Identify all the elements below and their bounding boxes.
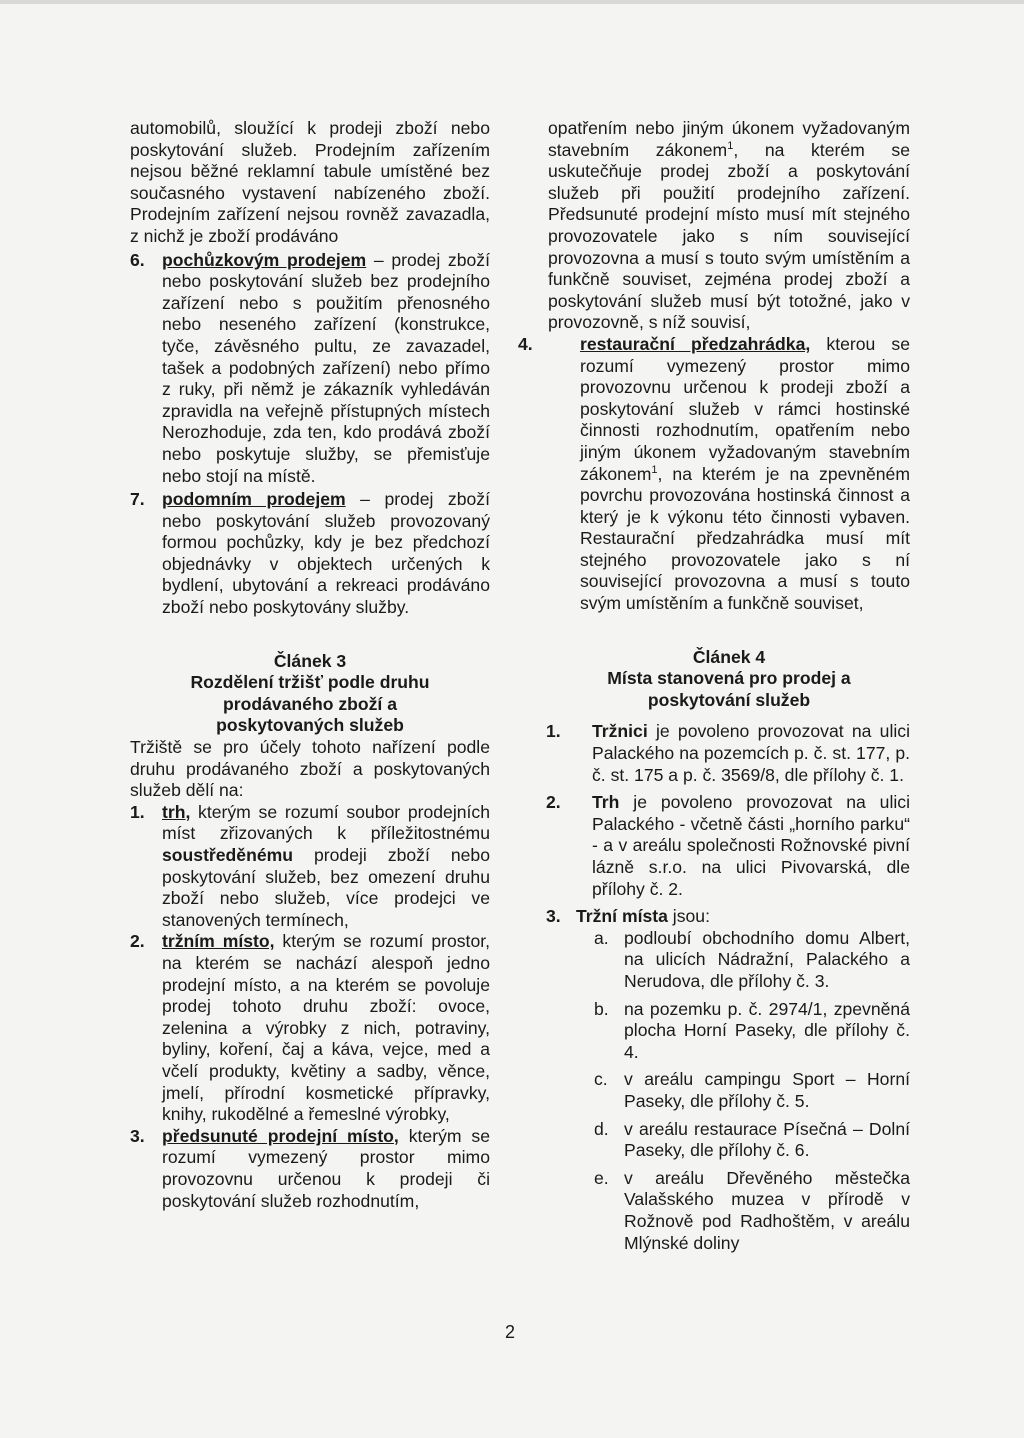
list-item-6 xyxy=(130,250,490,488)
sub-text: v areálu campingu Sport – Horní Paseky, dle přílohy č. 5. xyxy=(624,1069,910,1111)
term-restauracni-predzahradka: restaurační předzahrádka, xyxy=(580,333,811,354)
item-number: 2. xyxy=(130,931,145,952)
text-segment: opatřením nebo jiným úkonem vyžadovaným stavebním zákonem xyxy=(548,118,910,160)
item-number: 2. xyxy=(546,792,561,813)
list-item-trh xyxy=(130,802,490,932)
sub-item-d xyxy=(594,1119,910,1162)
scan-edge xyxy=(0,0,1024,4)
list-item-predsunute-misto xyxy=(130,1126,490,1212)
sub-letter: b. xyxy=(594,998,609,1019)
sub-letter: c. xyxy=(594,1069,608,1090)
item-number: 6. xyxy=(130,249,145,270)
bold-trzni-mista: Tržní místa xyxy=(576,906,668,927)
list-item-trznice xyxy=(546,721,910,786)
bold-trznici: Tržnici xyxy=(592,721,648,742)
item-text: , na kterém je na zpevněném povrchu provozována hostinská činnost a který je k výkonu této činnosti vybaven. Restaurační předzahrádka musí mít stejného provozovatele jako s ní související provozovna a musí s touto svým umístěním a funkčně souviset, xyxy=(580,463,910,614)
item-text: kterým se rozumí prostor, na kterém se nachází alespoň jedno prodejní místo, a na kterém se povoluje prodej tohoto druhu zboží: ovoce, zelenina a výrobky z nich, potraviny, byliny, koření, čaj a káva, vejce, med a včelí produkty, květiny a sadby, věnce, jmelí, přírodní kosmetické přípravky, knihy, rukodělné a řemeslné výrobky, xyxy=(162,931,490,1125)
list-item-trzni-misto xyxy=(130,931,490,1125)
left-column xyxy=(130,118,490,1212)
sub-letter: a. xyxy=(594,927,609,948)
continued-paragraph xyxy=(548,118,910,334)
right-column xyxy=(518,118,910,1254)
item-text: – prodej zboží nebo poskytování služeb provozovaný formou pochůzky, kdy je bez předchozí objednávky v objektech určených k bydlení, ubytování a rekreaci prodáváno zboží nebo poskytovány služby. xyxy=(162,489,490,618)
sub-item-e xyxy=(594,1168,910,1254)
list-item-trzni-mista xyxy=(546,906,910,928)
page-number: 2 xyxy=(505,1322,516,1342)
text-segment: , na kterém se uskutečňuje prodej zboží a poskytování služeb při použití prodejního zařízení. Předsunuté prodejní místo musí mít stejného provozovatele jako s ním související provozovna a musí s touto svým umístěním a funkčně souviset, zejména prodej zboží a poskytování služeb musí být totožné, jako v provozovně, s níž souvisí, xyxy=(548,139,910,333)
item-number: 1. xyxy=(130,801,145,822)
term-predsunute-misto: předsunuté prodejní místo, xyxy=(162,1125,399,1146)
footnote-ref: 1 xyxy=(727,139,734,152)
article-4-subtitle: Místa stanovená pro prodej a poskytování služeb xyxy=(607,668,851,710)
article-3-subtitle: Rozdělení tržišť podle druhu prodávaného zboží a poskytovaných služeb xyxy=(190,672,430,736)
footnote-ref: 1 xyxy=(651,463,658,476)
article-3-intro: Tržiště se pro účely tohoto nařízení podle druhu prodávaného zboží a poskytovaných služeb dělí na: xyxy=(130,737,490,801)
list-item-7 xyxy=(130,489,490,619)
sub-item-b xyxy=(594,999,910,1064)
item-number: 3. xyxy=(546,906,561,927)
item-text: jsou: xyxy=(667,906,710,927)
sub-list xyxy=(548,928,910,1254)
sub-text: v areálu restaurace Písečná – Dolní Paseky, dle přílohy č. 6. xyxy=(624,1118,910,1161)
term-pochuzkovy-prodej: pochůzkovým prodejem xyxy=(162,249,367,270)
item-number: 3. xyxy=(130,1125,145,1146)
sub-text: v areálu Dřevěného městečka Valašského muzea v přírodě v Rožnově pod Radhoštěm, v areálu Mlýnské doliny xyxy=(624,1167,910,1253)
item-text: prodeji zboží nebo poskytování služeb, bez omezení druhu zboží nebo služeb, více prodejci ve stanovených termínech, xyxy=(162,845,490,930)
sub-item-a xyxy=(594,928,910,993)
sub-item-c xyxy=(594,1069,910,1112)
article-4-title: Článek 4 xyxy=(692,646,766,667)
item-text: kterým se rozumí vymezený prostor mimo provozovnu určenou k prodeji či poskytování služeb rozhodnutím, xyxy=(162,1125,491,1211)
item-number: 1. xyxy=(546,721,561,742)
sub-text: na pozemku p. č. 2974/1, zpevněná plocha Horní Paseky, dle přílohy č. 4. xyxy=(624,998,910,1062)
item-number: 4. xyxy=(518,333,533,354)
sub-text: podloubí obchodního domu Albert, na ulicích Nádražní, Palackého a Nerudova, dle přílohy č. 3. xyxy=(624,927,910,991)
article-3-title: Článek 3 xyxy=(273,650,347,671)
item-number: 7. xyxy=(130,489,145,510)
term-trzni-misto: tržním místo, xyxy=(162,931,275,952)
bold-trh: Trh xyxy=(592,792,620,813)
item-text: je povoleno provozovat na ulici Palackého na pozemcích p. č. st. 177, p. č. st. 175 a p. č. 3569/8, dle přílohy č. 1. xyxy=(592,721,910,785)
item-text: – prodej zboží nebo poskytování služeb bez prodejního zařízení nebo s použitím přenosného nebo neseného zařízení (konstrukce, tyče, závěsného pultu, ze zavazadel, tašek a podobných zařízení) nebo přímo z ruky, při němž je zákazník vyhledáván zpravidla na veřejně přístupných místech Nerozhoduje, zda ten, kdo prodává zboží nebo poskytuje služby, se přemisťuje nebo stojí na místě. xyxy=(162,249,490,486)
continued-paragraph: automobilů, sloužící k prodeji zboží nebo poskytování služeb. Prodejním zařízením nejsou běžné reklamní tabule umístěné bez současného vystavení nabízeného zboží. Prodejním zařízení nejsou rovněž zavazadla, z nichž je zboží prodáváno xyxy=(130,118,490,246)
item-text: je povoleno provozovat na ulici Palackého - včetně části „horního parku“ - a v areálu společnosti Rožnovské pivní lázně s.r.o. na ulici Pivovarská, dle přílohy č. 2. xyxy=(592,792,910,899)
item-text: kterým se rozumí soubor prodejních míst zřizovaných k příležitostnému xyxy=(162,801,490,844)
list-item-trh xyxy=(546,792,910,900)
bold-soustredenemu: soustředěnému xyxy=(162,845,294,865)
sub-letter: e. xyxy=(594,1167,609,1188)
list-item-4 xyxy=(518,334,910,615)
sub-letter: d. xyxy=(594,1118,609,1139)
term-trh: trh, xyxy=(162,801,191,822)
item-text: kterou se rozumí vymezený prostor mimo provozovnu určenou k prodeji zboží a poskytování služeb v rámci hostinské činnosti rozhodnutím, opatřením nebo jiným úkonem vyžadovaným stavebním zákonem xyxy=(580,333,910,484)
term-podomni-prodej: podomním prodejem xyxy=(162,489,346,510)
